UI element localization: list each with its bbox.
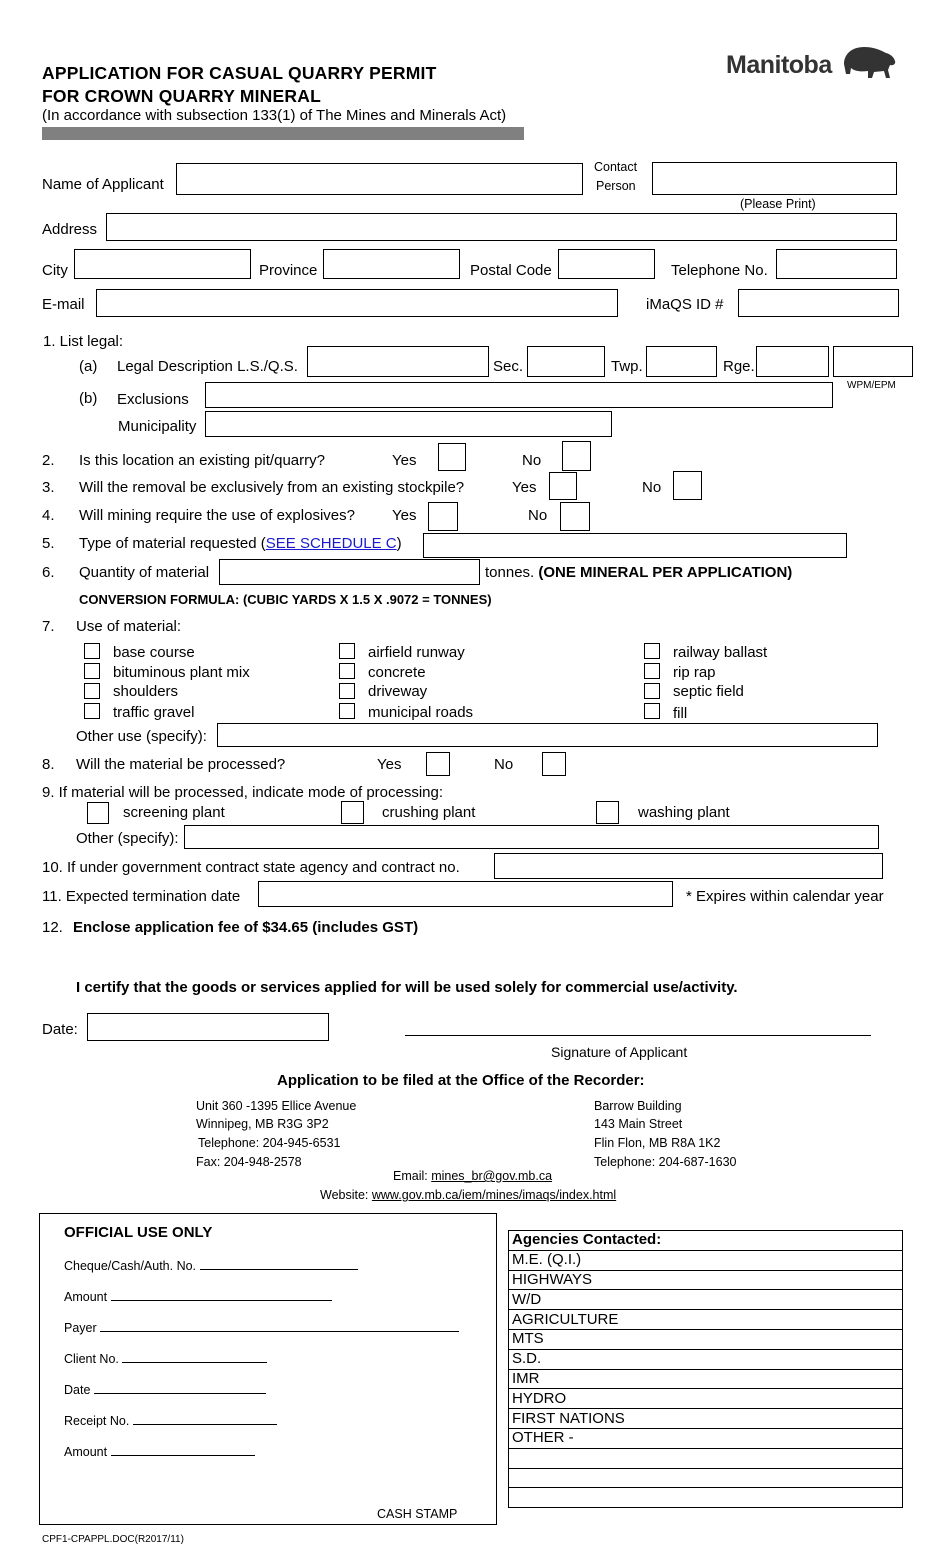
office-heading: Application to be filed at the Office of the Recorder: xyxy=(277,1072,645,1089)
client-label: Client No. xyxy=(64,1352,119,1366)
address-label: Address xyxy=(42,221,98,238)
agency-row-blank[interactable] xyxy=(509,1468,903,1488)
office-left-line4: Fax: 204-948-2578 xyxy=(196,1155,302,1169)
official-date-line[interactable] xyxy=(94,1382,266,1394)
telephone-field[interactable] xyxy=(776,249,897,279)
q2-number: 2. xyxy=(42,452,55,469)
amount-line[interactable] xyxy=(111,1289,332,1301)
q4-no-label: No xyxy=(528,507,548,524)
sec-field[interactable] xyxy=(527,346,605,377)
official-field-amount-2 xyxy=(64,1443,255,1461)
other-processing-field[interactable] xyxy=(184,825,879,849)
agency-row-blank[interactable] xyxy=(509,1488,903,1508)
title-bar xyxy=(42,127,524,140)
washing-plant-checkbox[interactable] xyxy=(596,801,619,824)
agency-row[interactable]: IMR xyxy=(509,1369,903,1389)
use-shoulders-label: shoulders xyxy=(113,683,179,700)
contact-label-1: Contact xyxy=(594,160,638,174)
city-field[interactable] xyxy=(74,249,251,279)
municipality-field[interactable] xyxy=(205,411,612,437)
agency-row[interactable]: MTS xyxy=(509,1329,903,1349)
receipt-label: Receipt No. xyxy=(64,1414,130,1428)
form-title-line2: FOR CROWN QUARRY MINERAL xyxy=(42,86,321,106)
q8-text: Will the material be processed? xyxy=(76,756,286,773)
agencies-table xyxy=(508,1230,903,1508)
website-link[interactable]: www.gov.mb.ca/iem/mines/imaqs/index.html xyxy=(371,1188,617,1202)
q3-no-checkbox[interactable] xyxy=(673,471,702,500)
expires-note: * Expires within calendar year xyxy=(686,888,884,905)
please-print-note: (Please Print) xyxy=(740,197,816,211)
agency-row[interactable]: OTHER - xyxy=(509,1428,903,1448)
name-of-applicant-field[interactable] xyxy=(176,163,583,195)
imaqs-id-label: iMaQS ID # xyxy=(646,296,724,313)
date-label: Date: xyxy=(42,1021,78,1038)
agency-row[interactable]: HYDRO xyxy=(509,1389,903,1409)
wpm-epm-field[interactable] xyxy=(833,346,913,377)
agency-row[interactable]: HIGHWAYS xyxy=(509,1270,903,1290)
agency-row[interactable]: W/D xyxy=(509,1290,903,1310)
official-date-label: Date xyxy=(64,1383,91,1397)
email-prefix: Email: xyxy=(393,1169,432,1183)
use-traffic-gravel-checkbox[interactable] xyxy=(84,703,100,719)
q2-yes-checkbox[interactable] xyxy=(438,443,466,471)
q3-text: Will the removal be exclusively from an existing stockpile? xyxy=(79,479,465,496)
use-driveway-checkbox[interactable] xyxy=(339,683,355,699)
use-bituminous-checkbox[interactable] xyxy=(84,663,100,679)
agencies-heading: Agencies Contacted: xyxy=(509,1231,903,1251)
official-use-heading: OFFICIAL USE ONLY xyxy=(64,1224,213,1241)
q12-number: 12. xyxy=(42,919,63,936)
q5-number: 5. xyxy=(42,535,55,552)
legal-description-field[interactable] xyxy=(307,346,489,377)
official-field-payer xyxy=(64,1319,459,1337)
contract-field[interactable] xyxy=(494,853,883,879)
cash-stamp-label: CASH STAMP xyxy=(377,1507,458,1521)
other-use-field[interactable] xyxy=(217,723,878,747)
q12-text: Enclose application fee of $34.65 (includes GST) xyxy=(73,919,419,936)
screening-plant-checkbox[interactable] xyxy=(87,802,109,824)
office-left-line1: Unit 360 -1395 Ellice Avenue xyxy=(196,1099,357,1113)
rge-label: Rge. xyxy=(723,358,755,375)
logo-text: Manitoba xyxy=(726,51,832,79)
use-fill-checkbox[interactable] xyxy=(644,703,660,719)
use-municipal-roads-checkbox[interactable] xyxy=(339,703,355,719)
use-traffic-gravel-label: traffic gravel xyxy=(113,704,195,721)
office-website xyxy=(320,1187,616,1203)
screening-plant-label: screening plant xyxy=(123,804,225,821)
form-code: CPF1-CPAPPL.DOC(R2017/11) xyxy=(42,1534,184,1545)
office-email xyxy=(393,1168,552,1184)
q4-text: Will mining require the use of explosives? xyxy=(79,507,355,524)
email-field[interactable] xyxy=(96,289,618,317)
amount-label: Amount xyxy=(64,1290,108,1304)
cheque-label: Cheque/Cash/Auth. No. xyxy=(64,1259,197,1273)
washing-plant-label: washing plant xyxy=(638,804,730,821)
imaqs-id-field[interactable] xyxy=(738,289,899,317)
website-prefix: Website: xyxy=(320,1188,372,1202)
twp-field[interactable] xyxy=(646,346,717,377)
q3-yes-label: Yes xyxy=(512,479,537,496)
amount-2-line[interactable] xyxy=(111,1444,255,1456)
termination-date-field[interactable] xyxy=(258,881,673,907)
official-field-amount xyxy=(64,1288,332,1306)
q3-no-label: No xyxy=(642,479,662,496)
office-right-line1: Barrow Building xyxy=(594,1099,682,1113)
list-legal-label: 1. List legal: xyxy=(43,333,124,350)
use-base-course-label: base course xyxy=(113,644,195,661)
twp-label: Twp. xyxy=(611,358,643,375)
q8-no-checkbox[interactable] xyxy=(542,752,566,776)
q5-text-pre: Type of material requested ( xyxy=(79,535,266,552)
use-railway-ballast-checkbox[interactable] xyxy=(644,643,660,659)
city-label: City xyxy=(42,262,68,279)
crushing-plant-checkbox[interactable] xyxy=(341,801,364,824)
use-bituminous-label: bituminous plant mix xyxy=(113,664,250,681)
bison-icon xyxy=(840,44,898,80)
other-use-label: Other use (specify): xyxy=(76,728,207,745)
q2-yes-label: Yes xyxy=(392,452,417,469)
agency-row[interactable]: S.D. xyxy=(509,1349,903,1369)
q5-text xyxy=(79,535,402,553)
agency-row-blank[interactable] xyxy=(509,1448,903,1468)
use-fill-label: fill xyxy=(673,705,688,722)
agency-row[interactable]: FIRST NATIONS xyxy=(509,1409,903,1429)
signature-line[interactable] xyxy=(405,1035,871,1036)
address-field[interactable] xyxy=(106,213,897,241)
use-municipal-roads-label: municipal roads xyxy=(368,704,474,721)
use-airfield-runway-checkbox[interactable] xyxy=(339,643,355,659)
q3-number: 3. xyxy=(42,479,55,496)
payer-label: Payer xyxy=(64,1321,97,1335)
use-base-course-checkbox[interactable] xyxy=(84,643,100,659)
q11-text: 11. Expected termination date xyxy=(42,888,241,905)
q6-text: Quantity of material xyxy=(79,564,210,581)
item-b-marker: (b) xyxy=(79,390,98,407)
q2-no-checkbox[interactable] xyxy=(562,441,591,471)
crushing-plant-label: crushing plant xyxy=(382,804,476,821)
office-left-line3: Telephone: 204-945-6531 xyxy=(198,1136,341,1150)
office-right-line4: Telephone: 204-687-1630 xyxy=(594,1155,737,1169)
conversion-formula: CONVERSION FORMULA: (CUBIC YARDS X 1.5 X .9072 = TONNES) xyxy=(79,592,492,607)
office-left-line2: Winnipeg, MB R3G 3P2 xyxy=(196,1117,329,1131)
official-field-receipt xyxy=(64,1412,277,1430)
amount-2-label: Amount xyxy=(64,1445,108,1459)
official-field-cheque xyxy=(64,1257,358,1275)
q10-text: 10. If under government contract state agency and contract no. xyxy=(42,859,460,876)
q2-no-label: No xyxy=(522,452,542,469)
use-driveway-label: driveway xyxy=(368,683,428,700)
q8-yes-label: Yes xyxy=(377,756,402,773)
q2-text: Is this location an existing pit/quarry? xyxy=(79,452,325,469)
q9-text: 9. If material will be processed, indicate mode of processing: xyxy=(42,784,444,801)
q4-yes-label: Yes xyxy=(392,507,417,524)
form-subtitle: (In accordance with subsection 133(1) of The Mines and Minerals Act) xyxy=(42,107,507,124)
signature-label: Signature of Applicant xyxy=(551,1044,688,1060)
use-airfield-runway-label: airfield runway xyxy=(368,644,465,661)
office-right-line3: Flin Flon, MB R8A 1K2 xyxy=(594,1136,721,1150)
q8-number: 8. xyxy=(42,756,55,773)
material-type-field[interactable] xyxy=(423,533,847,558)
q5-text-post: ) xyxy=(396,535,402,552)
one-mineral-note: (ONE MINERAL PER APPLICATION) xyxy=(538,564,793,581)
q7-text: Use of material: xyxy=(76,618,182,635)
agency-row[interactable]: M.E. (Q.I.) xyxy=(509,1250,903,1270)
use-rip-rap-label: rip rap xyxy=(673,664,716,681)
tonnes-label: tonnes. xyxy=(485,564,535,581)
use-railway-ballast-label: railway ballast xyxy=(673,644,768,661)
municipality-label: Municipality xyxy=(118,418,197,435)
quantity-field[interactable] xyxy=(219,559,480,585)
certify-statement: I certify that the goods or services applied for will be used solely for commercial use/activity. xyxy=(76,979,738,996)
province-label: Province xyxy=(259,262,318,279)
payer-line[interactable] xyxy=(100,1320,459,1332)
see-schedule-c-link[interactable]: SEE SCHEDULE C xyxy=(265,535,397,552)
use-rip-rap-checkbox[interactable] xyxy=(644,663,660,679)
manitoba-logo xyxy=(724,44,899,84)
contact-label-2: Person xyxy=(596,179,636,193)
item-a-marker: (a) xyxy=(79,358,98,375)
client-line[interactable] xyxy=(122,1351,267,1363)
q8-yes-checkbox[interactable] xyxy=(426,752,450,776)
province-field[interactable] xyxy=(323,249,460,279)
cheque-line[interactable] xyxy=(200,1258,358,1270)
contact-person-field[interactable] xyxy=(652,162,897,195)
q4-yes-checkbox[interactable] xyxy=(428,502,458,531)
receipt-line[interactable] xyxy=(133,1413,277,1425)
q8-no-label: No xyxy=(494,756,514,773)
official-field-date xyxy=(64,1381,266,1399)
use-shoulders-checkbox[interactable] xyxy=(84,683,100,699)
wpm-epm-label: WPM/EPM xyxy=(847,380,896,391)
q4-number: 4. xyxy=(42,507,55,524)
use-concrete-checkbox[interactable] xyxy=(339,663,355,679)
telephone-label: Telephone No. xyxy=(671,262,768,279)
postal-code-label: Postal Code xyxy=(470,262,552,279)
q7-number: 7. xyxy=(42,618,55,635)
office-right-line2: 143 Main Street xyxy=(594,1117,683,1131)
agency-row[interactable]: AGRICULTURE xyxy=(509,1310,903,1330)
use-concrete-label: concrete xyxy=(368,664,426,681)
q6-number: 6. xyxy=(42,564,55,581)
email-link[interactable]: mines_br@gov.mb.ca xyxy=(431,1169,553,1183)
q6-suffix xyxy=(485,564,792,582)
date-field[interactable] xyxy=(87,1013,329,1041)
postal-code-field[interactable] xyxy=(558,249,655,279)
legal-description-label: Legal Description L.S./Q.S. xyxy=(117,358,298,375)
q4-no-checkbox[interactable] xyxy=(560,502,590,531)
q3-yes-checkbox[interactable] xyxy=(549,472,577,500)
form-title-line1: APPLICATION FOR CASUAL QUARRY PERMIT xyxy=(42,63,437,83)
exclusions-field[interactable] xyxy=(205,382,833,408)
other-processing-label: Other (specify): xyxy=(76,830,179,847)
sec-label: Sec. xyxy=(493,358,524,375)
email-label: E-mail xyxy=(42,296,85,313)
name-of-applicant-label: Name of Applicant xyxy=(42,176,164,193)
official-field-client xyxy=(64,1350,267,1368)
exclusions-label: Exclusions xyxy=(117,391,189,408)
use-septic-field-checkbox[interactable] xyxy=(644,683,660,699)
use-septic-field-label: septic field xyxy=(673,683,744,700)
rge-field[interactable] xyxy=(756,346,829,377)
